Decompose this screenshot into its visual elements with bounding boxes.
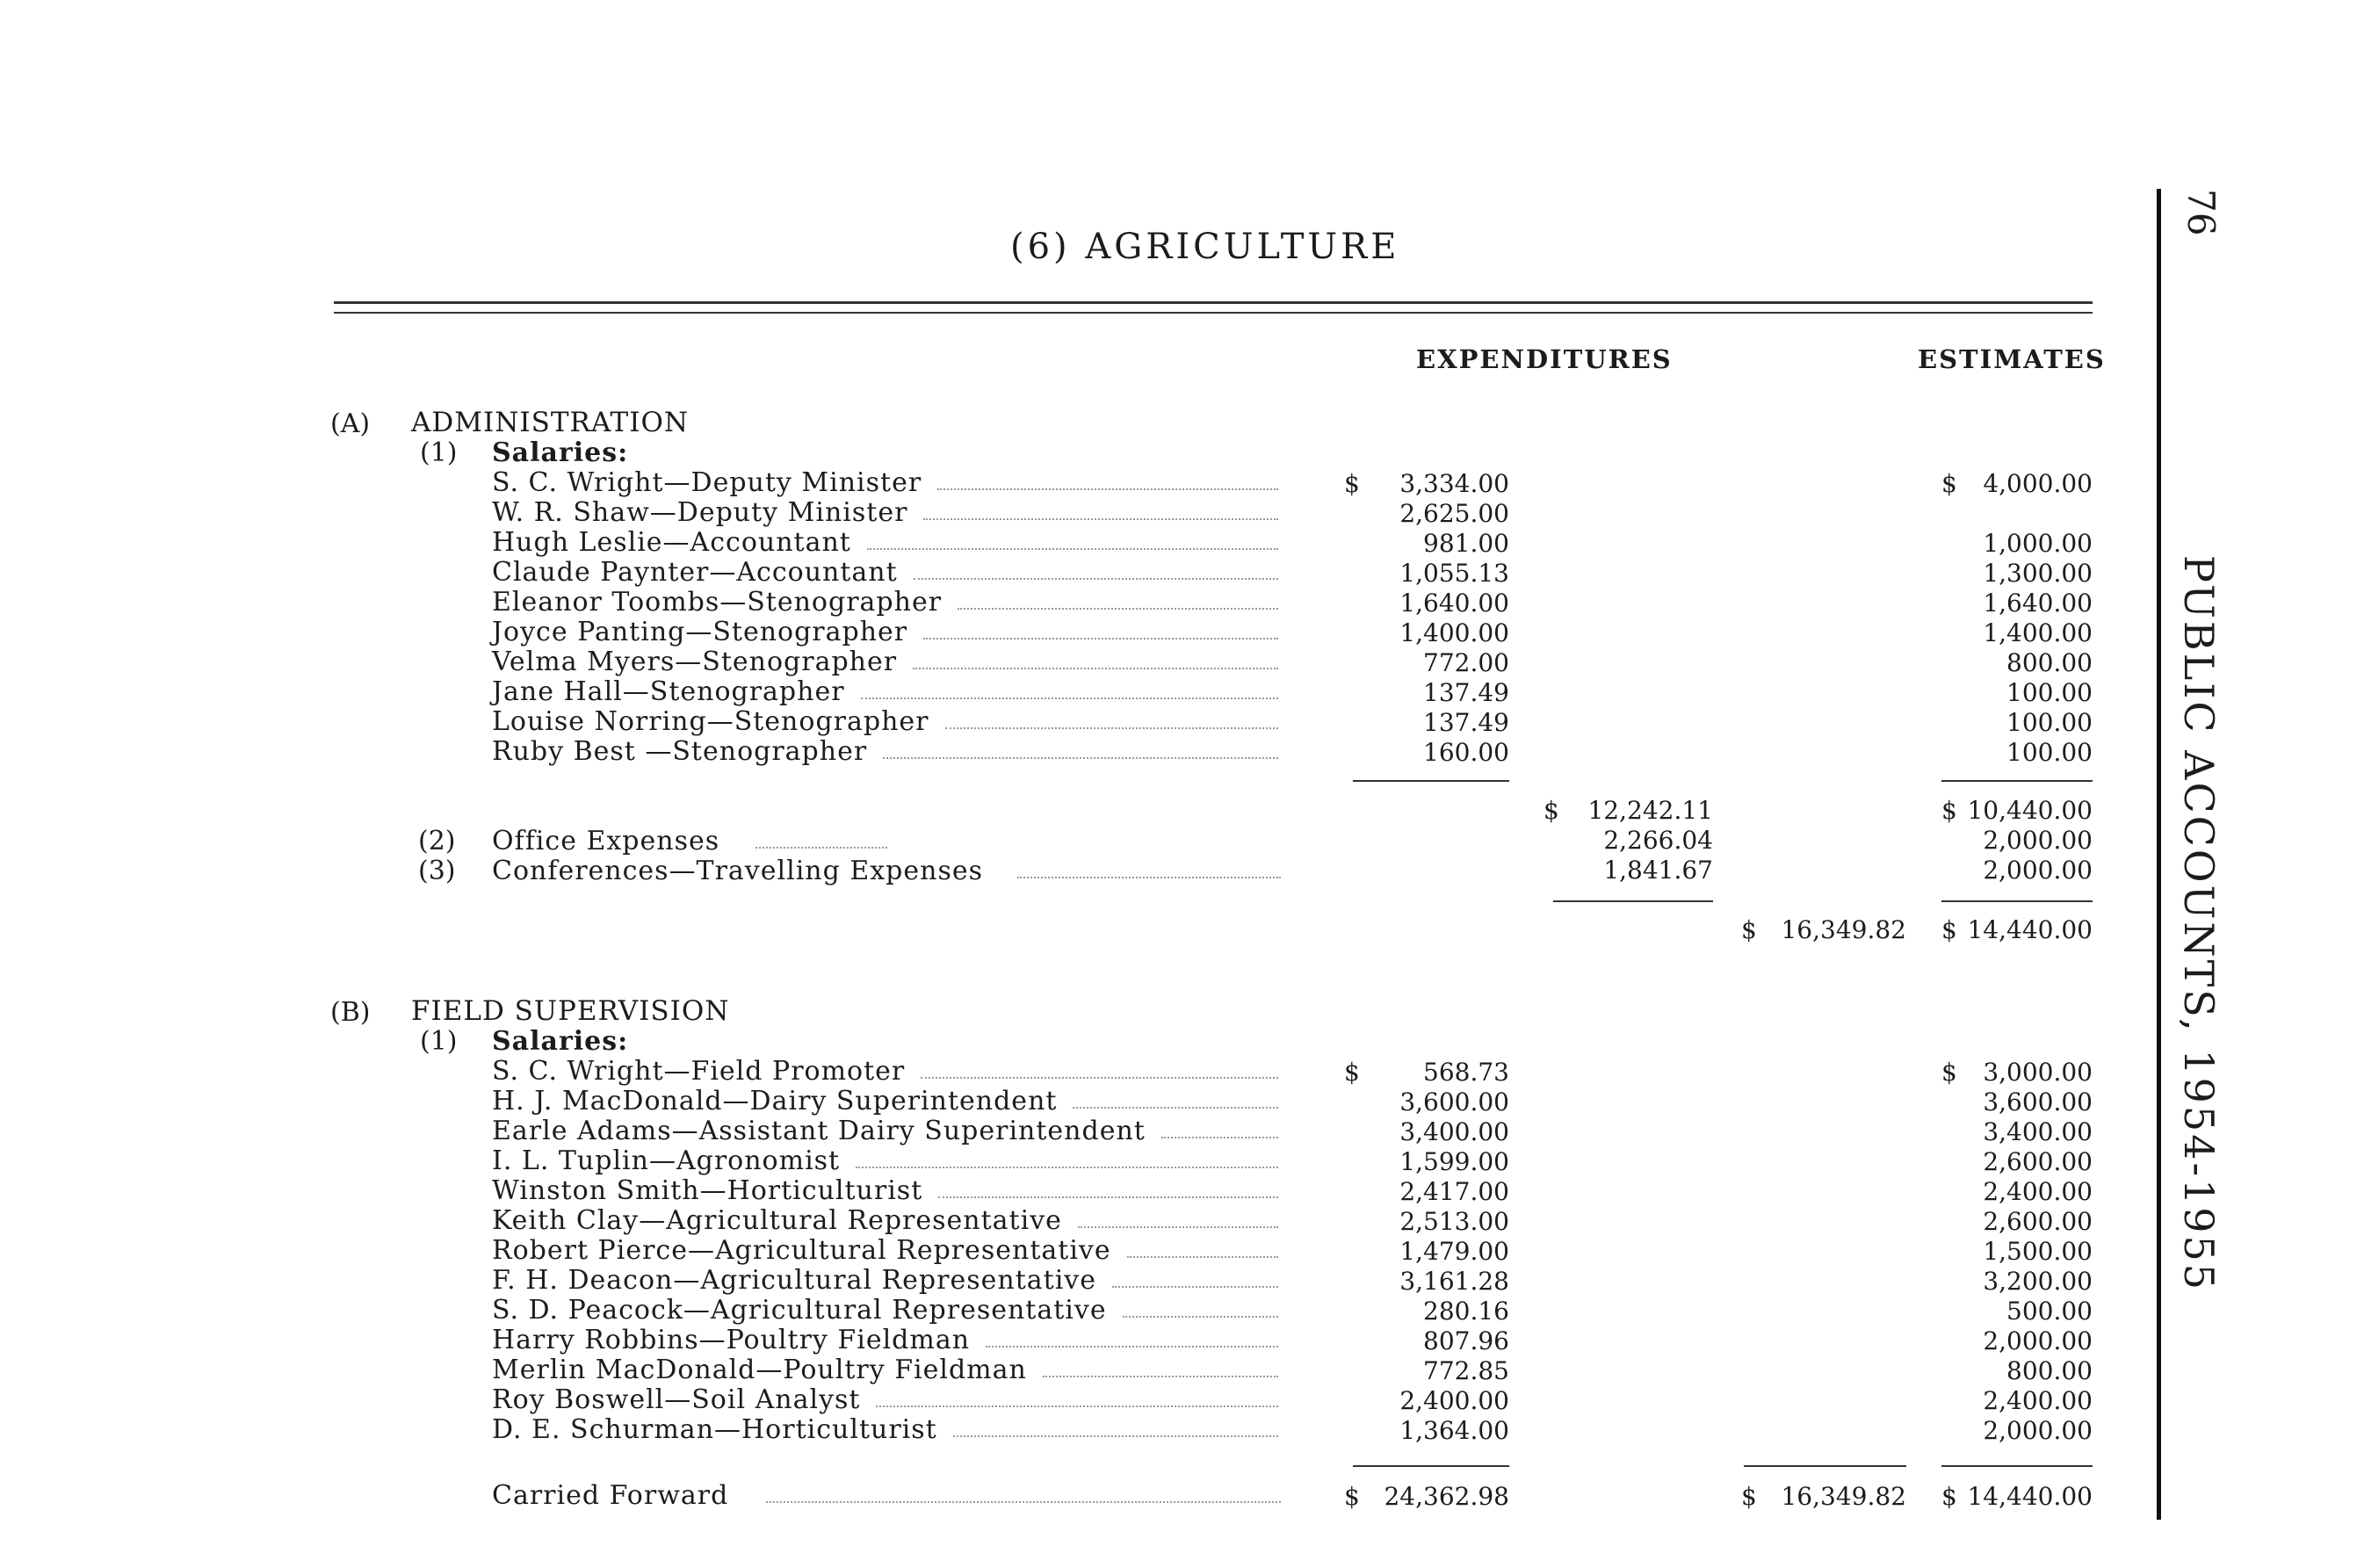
carried-forward-exp: 24,362.98 <box>1384 1482 1509 1511</box>
salary-row <box>492 617 1278 647</box>
salary-estimate: 2,400.00 <box>1983 1177 2093 1206</box>
column-header-estimates: ESTIMATES <box>1918 344 2106 374</box>
salary-expenditure: 280.16 <box>1423 1297 1509 1326</box>
leader-dots <box>867 548 1278 550</box>
salary-name: F. H. Deacon—Agricultural Representative <box>492 1265 1096 1296</box>
salary-est-dollar: $ <box>1941 469 1957 498</box>
salary-name: Harry Robbins—Poultry Fieldman <box>492 1325 971 1355</box>
section-a-est-rule-2 <box>1941 900 2093 902</box>
salary-estimate: 800.00 <box>2006 648 2093 677</box>
leader-dots <box>856 1167 1278 1168</box>
carried-forward-col3: 16,349.82 <box>1781 1482 1906 1511</box>
salary-expenditure: 1,599.00 <box>1399 1147 1509 1176</box>
salary-expenditure: 1,055.13 <box>1399 559 1509 588</box>
salary-expenditure: 807.96 <box>1423 1326 1509 1355</box>
salary-estimate: 3,000.00 <box>1983 1058 2093 1087</box>
salary-name: Ruby Best —Stenographer <box>492 736 868 767</box>
salary-name: Louise Norring—Stenographer <box>492 706 929 737</box>
salary-row <box>492 467 1278 497</box>
salary-row <box>492 676 1278 706</box>
carried-col3-dollar: $ <box>1741 1482 1757 1511</box>
salary-expenditure: 1,640.00 <box>1399 589 1509 618</box>
salary-row <box>492 1116 1278 1145</box>
salary-row <box>492 497 1278 527</box>
section-b-sub1-num: (1) <box>420 1026 458 1057</box>
salary-estimate: 1,500.00 <box>1983 1237 2093 1266</box>
salary-row <box>492 1355 1278 1384</box>
leader-dots <box>1073 1107 1278 1109</box>
salary-name: Robert Pierce—Agricultural Representative <box>492 1235 1111 1266</box>
leader-dots <box>1127 1256 1278 1258</box>
office-expenses-estimate: 2,000.00 <box>1983 826 2093 855</box>
salary-name: Roy Boswell—Soil Analyst <box>492 1384 861 1415</box>
salary-expenditure: 568.73 <box>1423 1058 1509 1087</box>
salary-estimate: 100.00 <box>2006 738 2093 767</box>
salary-estimate: 1,640.00 <box>1983 589 2093 618</box>
side-running-title: PUBLIC ACCOUNTS, 1954-1955 <box>2175 555 2223 1293</box>
salary-expenditure: 1,400.00 <box>1399 618 1509 647</box>
salary-estimate: 100.00 <box>2006 708 2093 737</box>
section-a-total-dollar: $ <box>1741 915 1757 944</box>
salary-expenditure: 137.49 <box>1423 708 1509 737</box>
leader-dots <box>986 1346 1278 1348</box>
leader-dots <box>861 697 1278 699</box>
salary-name: Joyce Panting—Stenographer <box>492 617 908 647</box>
salary-row <box>492 1384 1278 1414</box>
section-a-est-total: 14,440.00 <box>1967 915 2093 944</box>
leader-dots <box>914 578 1278 580</box>
salary-row <box>492 1086 1278 1116</box>
salary-row <box>492 736 1278 766</box>
salary-expenditure: 3,600.00 <box>1399 1087 1509 1116</box>
salary-row <box>492 557 1278 587</box>
salary-estimate: 100.00 <box>2006 678 2093 707</box>
salary-name: Keith Clay—Agricultural Representative <box>492 1205 1062 1236</box>
leader-dots <box>953 1435 1278 1437</box>
section-a-salaries-subtotal: 12,242.11 <box>1587 796 1713 825</box>
section-a-est-total-dollar-2: $ <box>1941 915 1957 944</box>
section-a-est-total-dollar: $ <box>1941 796 1957 825</box>
salary-expenditure: 772.85 <box>1423 1356 1509 1385</box>
salary-row <box>492 1235 1278 1265</box>
salary-name: Winston Smith—Horticulturist <box>492 1175 923 1206</box>
salary-estimate: 2,400.00 <box>1983 1386 2093 1415</box>
salary-expenditure: 1,479.00 <box>1399 1237 1509 1266</box>
section-a-col2-rule <box>1553 900 1713 902</box>
section-a-sub3-num: (3) <box>418 856 456 886</box>
conferences-row <box>492 856 1283 885</box>
leader-dots <box>921 1077 1278 1079</box>
side-page-number: 76 <box>2180 189 2223 236</box>
leader-dots <box>923 518 1278 520</box>
salary-row <box>492 1325 1278 1355</box>
salary-est-dollar: $ <box>1941 1058 1957 1087</box>
salary-estimate: 2,600.00 <box>1983 1147 2093 1176</box>
salary-row <box>492 706 1278 736</box>
conferences-estimate: 2,000.00 <box>1983 856 2093 885</box>
carried-forward-row <box>492 1480 1283 1510</box>
salary-expenditure: 2,625.00 <box>1399 499 1509 528</box>
salary-expenditure: 2,513.00 <box>1399 1207 1509 1236</box>
salary-expenditure: 3,334.00 <box>1399 469 1509 498</box>
salary-expenditure: 2,417.00 <box>1399 1177 1509 1206</box>
leader-dots <box>876 1405 1278 1407</box>
leader-dots <box>938 1196 1278 1198</box>
salary-row <box>492 647 1278 676</box>
leader-dots <box>958 608 1278 610</box>
salary-row <box>492 1205 1278 1235</box>
section-b-sub1-title: Salaries: <box>492 1026 629 1057</box>
header-rule-bottom <box>334 312 2093 314</box>
leader-dots <box>913 668 1278 669</box>
salary-name: Earle Adams—Assistant Dairy Superintendent <box>492 1116 1146 1146</box>
salary-row <box>492 1175 1278 1205</box>
salary-expenditure: 160.00 <box>1423 738 1509 767</box>
leader-dots <box>883 757 1278 759</box>
salary-estimate: 500.00 <box>2006 1297 2093 1326</box>
salary-estimate: 4,000.00 <box>1983 469 2093 498</box>
salary-name: I. L. Tuplin—Agronomist <box>492 1145 841 1176</box>
carried-forward-est: 14,440.00 <box>1967 1482 2093 1511</box>
salary-expenditure: 981.00 <box>1423 529 1509 558</box>
leader-dots <box>945 727 1279 729</box>
office-expenses-amount: 2,266.04 <box>1603 826 1713 855</box>
salary-name: Jane Hall—Stenographer <box>492 676 845 707</box>
leader-dots <box>1043 1376 1278 1377</box>
section-a-subtotal-dollar: $ <box>1543 796 1559 825</box>
section-a-total: 16,349.82 <box>1781 915 1906 944</box>
salary-name: Velma Myers—Stenographer <box>492 647 898 677</box>
salary-name: Eleanor Toombs—Stenographer <box>492 587 943 618</box>
margin-rule <box>2157 189 2161 1520</box>
carried-exp-rule <box>1353 1465 1509 1467</box>
leader-dots <box>766 1501 1281 1503</box>
office-expenses-label: Office Expenses <box>492 826 720 856</box>
salary-expenditure: 772.00 <box>1423 648 1509 677</box>
salary-expenditure: 1,364.00 <box>1399 1416 1509 1445</box>
salary-estimate: 1,300.00 <box>1983 559 2093 588</box>
salary-estimate: 2,600.00 <box>1983 1207 2093 1236</box>
column-header-expenditures: EXPENDITURES <box>1416 344 1673 374</box>
section-a-exp-rule <box>1353 780 1509 782</box>
salary-expenditure: 137.49 <box>1423 678 1509 707</box>
page-title: (6) AGRICULTURE <box>1010 227 1400 267</box>
salary-name: S. C. Wright—Field Promoter <box>492 1056 906 1087</box>
conferences-amount: 1,841.67 <box>1603 856 1713 885</box>
section-a-title: ADMINISTRATION <box>411 407 690 438</box>
section-a-letter: (A) <box>330 408 371 439</box>
carried-forward-label: Carried Forward <box>492 1480 729 1511</box>
salary-expenditure: 3,161.28 <box>1399 1267 1509 1296</box>
leader-dots <box>923 638 1278 639</box>
salary-row <box>492 1414 1278 1444</box>
leader-dots <box>1161 1137 1278 1138</box>
salary-exp-dollar: $ <box>1344 1058 1360 1087</box>
salary-name: Merlin MacDonald—Poultry Fieldman <box>492 1355 1027 1385</box>
conferences-label: Conferences—Travelling Expenses <box>492 856 983 886</box>
salary-name: S. D. Peacock—Agricultural Representative <box>492 1295 1107 1326</box>
section-a-sub1-title: Salaries: <box>492 437 629 468</box>
salary-name: S. C. Wright—Deputy Minister <box>492 467 922 498</box>
header-rule-top <box>334 301 2093 304</box>
carried-est-dollar: $ <box>1941 1482 1957 1511</box>
salary-exp-dollar: $ <box>1344 469 1360 498</box>
salary-row <box>492 527 1278 557</box>
section-b-title: FIELD SUPERVISION <box>411 995 730 1027</box>
carried-col3-rule <box>1744 1465 1906 1467</box>
section-a-est-rule <box>1941 780 2093 782</box>
salary-row <box>492 587 1278 617</box>
leader-dots <box>1017 877 1281 878</box>
salary-estimate: 800.00 <box>2006 1356 2093 1385</box>
leader-dots <box>1123 1316 1278 1318</box>
carried-est-rule <box>1941 1465 2093 1467</box>
salary-name: Claude Paynter—Accountant <box>492 557 898 588</box>
office-expenses-row <box>492 826 1283 856</box>
salary-estimate: 1,400.00 <box>1983 618 2093 647</box>
salary-estimate: 3,600.00 <box>1983 1087 2093 1116</box>
salary-row <box>492 1145 1278 1175</box>
salary-expenditure: 3,400.00 <box>1399 1117 1509 1146</box>
salary-row <box>492 1295 1278 1325</box>
leader-dots <box>1078 1226 1278 1228</box>
carried-exp-dollar: $ <box>1344 1482 1360 1511</box>
salary-row <box>492 1056 1278 1086</box>
salary-name: Hugh Leslie—Accountant <box>492 527 851 558</box>
salary-estimate: 3,200.00 <box>1983 1267 2093 1296</box>
salary-estimate: 1,000.00 <box>1983 529 2093 558</box>
leader-dots <box>937 488 1278 490</box>
leader-dots <box>1112 1286 1278 1288</box>
salary-estimate: 3,400.00 <box>1983 1117 2093 1146</box>
leader-dots <box>755 847 887 849</box>
salary-name: H. J. MacDonald—Dairy Superintendent <box>492 1086 1058 1116</box>
section-a-sub2-num: (2) <box>418 826 456 856</box>
section-a-salaries-est-total: 10,440.00 <box>1967 796 2093 825</box>
section-b-letter: (B) <box>330 997 371 1028</box>
salary-expenditure: 2,400.00 <box>1399 1386 1509 1415</box>
salary-row <box>492 1265 1278 1295</box>
salary-estimate: 2,000.00 <box>1983 1416 2093 1445</box>
section-a-sub1-num: (1) <box>420 437 458 468</box>
salary-name: W. R. Shaw—Deputy Minister <box>492 497 908 528</box>
salary-estimate: 2,000.00 <box>1983 1326 2093 1355</box>
salary-name: D. E. Schurman—Horticulturist <box>492 1414 937 1445</box>
